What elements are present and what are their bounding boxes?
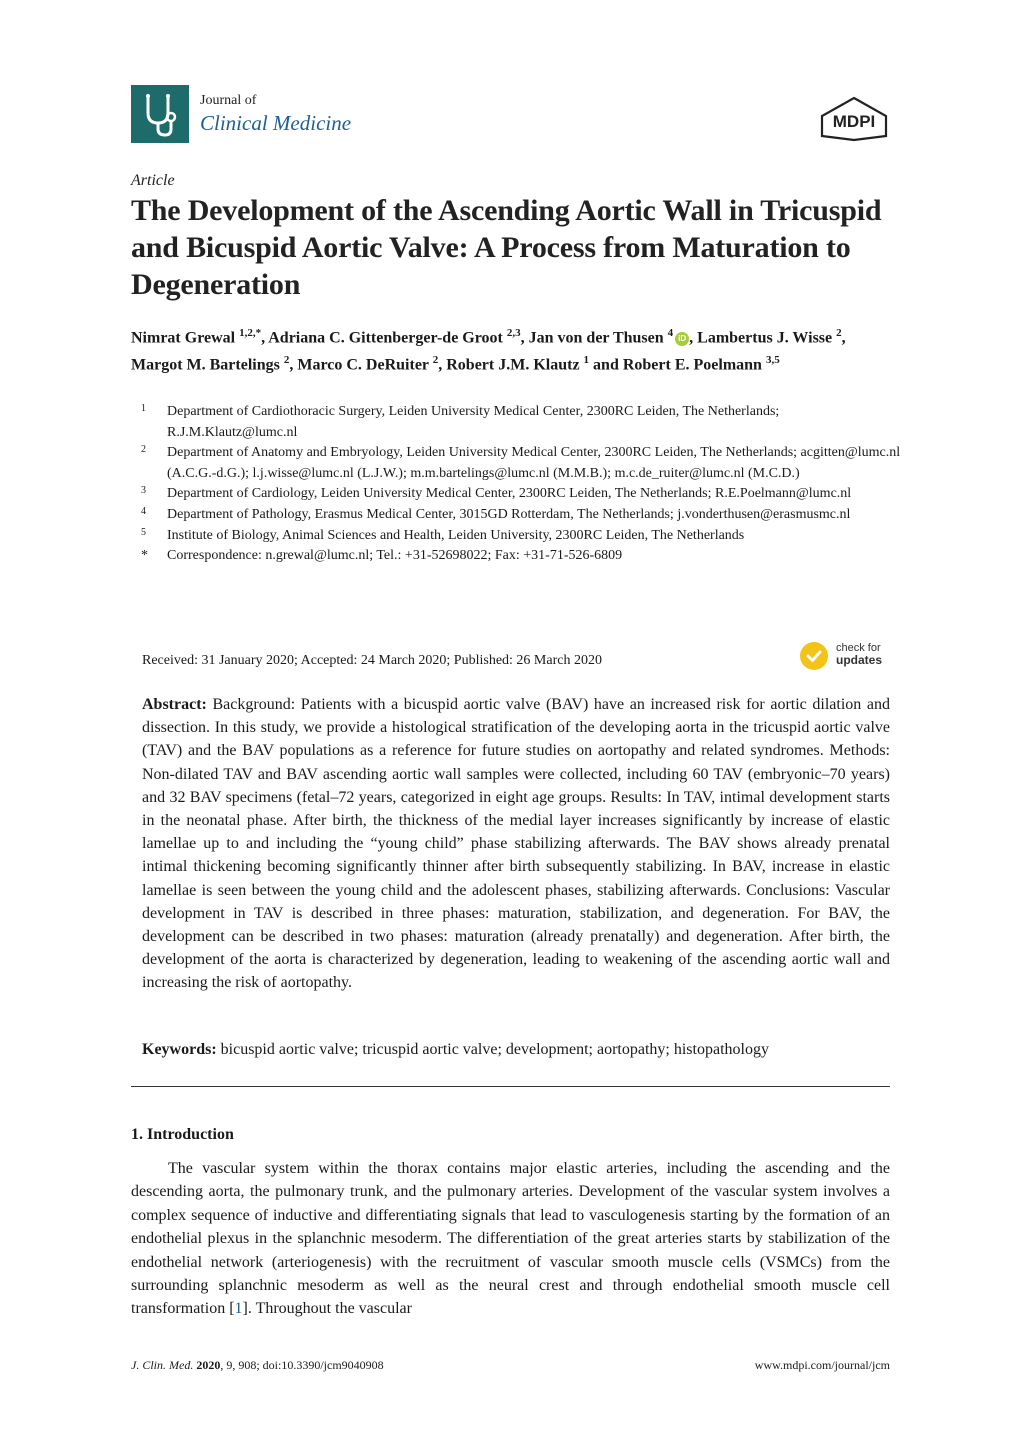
abstract-text: Background: Patients with a bicuspid aortic valve (BAV) have an increased risk for aortic dilation and dissection. In this study, we provide a histological stratification of the developing aorta in the tricuspid aortic valve (TAV) and the BAV populations as a reference for future studies on aortopathy and related syndromes. Methods: Non-dilated TAV and BAV ascending aortic wall samples were collected, including 60 TAV (embryonic–70 years) and 32 BAV specimens (fetal–72 years, categorized in eight age groups. Results: In TAV, intimal development starts in the neonatal phase. After birth, the thickness of the medial layer increases significantly by increase of elastic lamellae up to and including the “young child” phase stabilizing afterwards. The BAV shows already prenatal intimal thickening becoming significantly thinner after birth subsequently stabilizing. In BAV, increase in elastic lamellae is seen between the young child and the adolescent phases, stabilizing afterwards. Conclusions: Vascular development in TAV is described in three phases: maturation, stabilization, and degeneration. For BAV, the development can be described in two phases: maturation (already prenatally) and degeneration. After birth, the development of the aorta is characterized by degeneration, leading to weakening of the ascending aortic wall and increasing the risk of aortopathy. <box>142 696 890 992</box>
author-name: Robert J.M. Klautz <box>446 356 580 374</box>
footer-url[interactable]: www.mdpi.com/journal/jcm <box>754 1358 890 1372</box>
check-updates-icon <box>800 642 828 670</box>
affiliation-text: Department of Cardiology, Leiden University Medical Center, 2300RC Leiden, The Netherlands; R.E.Poelmann@lumc.nl <box>167 486 852 502</box>
author-list <box>131 322 891 377</box>
check-updates-line1: check for <box>836 642 881 654</box>
footer-journal-abbrev: J. Clin. Med. <box>131 1358 194 1372</box>
author-affiliation-mark: 4 <box>667 327 674 339</box>
intro-text-before: The vascular system within the thorax contains major elastic arteries, including the ascending and the descending aorta, the pulmonary trunk, and the pulmonary arteries. Development of the vascular system involves a complex sequence of inductive and differentiating signals that lead to vasculogenesis starting by the formation of an endothelial plexus in the splanchnic mesoderm. The differentiation of the great arteries starts by stabilization of the endothelial network (arteriogenesis) with the recruitment of vascular smooth muscle cells (VSMCs) from the surrounding splanchnic mesoderm as well as the neural crest and through endothelial smooth muscle cell transformation [ <box>131 1160 890 1318</box>
journal-name-line1: Journal of <box>200 93 257 108</box>
publication-dates: Received: 31 January 2020; Accepted: 24 March 2020; Published: 26 March 2020 <box>142 653 602 668</box>
author-name: Robert E. Poelmann <box>622 356 762 374</box>
article-type: Article <box>131 172 175 189</box>
affiliation-item <box>131 526 901 547</box>
author-affiliation-mark: 2 <box>283 354 290 367</box>
author-affiliation-mark: 2,3 <box>506 327 521 339</box>
affiliation-text: Department of Anatomy and Embryology, Leiden University Medical Center, 2300RC Leiden, The Netherlands; acgitten@lumc.nl (A.C.G.-d.G.); l.j.wisse@lumc.nl (L.J.W.); m.m.bartelings@lumc.nl (M.M.B.); m.c.de_ruiter@lumc.nl (M.C.D.) <box>167 445 901 481</box>
affiliation-mark: 5 <box>141 526 146 538</box>
author-affiliation-mark: 1 <box>583 354 590 367</box>
footer-rest: , 9, 908; doi:10.3390/jcm9040908 <box>220 1358 384 1372</box>
author-name: Nimrat Grewal <box>131 329 236 347</box>
author-separator: , <box>261 329 269 347</box>
author-name: Lambertus J. Wisse <box>697 329 833 347</box>
author-separator: , <box>689 329 698 347</box>
author-affiliation-mark: 1,2,* <box>239 327 262 339</box>
abstract-label: Abstract: <box>142 696 207 713</box>
section-heading: 1. Introduction <box>131 1126 234 1143</box>
author-name: Adriana C. Gittenberger-de Groot <box>268 329 503 347</box>
footer-year: 2020 <box>196 1358 221 1372</box>
author-separator: , <box>841 329 846 347</box>
journal-name <box>200 92 351 136</box>
journal-logo <box>131 85 189 143</box>
affiliation-text: Correspondence: n.grewal@lumc.nl; Tel.: +31-52698022; Fax: +31-71-526-6809 <box>167 548 623 564</box>
abstract <box>142 693 890 995</box>
article-title: The Development of the Ascending Aortic Wall in Tricuspid and Bicuspid Aortic Valve: A Process from Maturation to Degeneration <box>131 194 882 301</box>
affiliation-text: Institute of Biology, Animal Sciences and Health, Leiden University, 2300RC Leiden, The Netherlands <box>167 527 745 543</box>
author-name: Margot M. Bartelings <box>131 356 280 374</box>
orcid-icon[interactable]: iD <box>675 332 689 346</box>
intro-text-after: ]. Throughout the vascular <box>242 1300 412 1318</box>
section-divider <box>131 1086 890 1087</box>
check-for-updates-button[interactable] <box>800 640 900 672</box>
mdpi-logo-icon <box>818 96 890 142</box>
author-name: Marco C. DeRuiter <box>297 356 429 374</box>
author-separator: and <box>589 356 623 374</box>
keywords-text: bicuspid aortic valve; tricuspid aortic valve; development; aortopathy; histopathology <box>216 1041 769 1058</box>
author-separator: , <box>438 356 447 374</box>
check-updates-line2: updates <box>836 653 883 667</box>
affiliation-mark: 4 <box>141 505 146 517</box>
author-name: Jan von der Thusen <box>528 329 664 347</box>
affiliation-item <box>131 484 901 505</box>
footer-citation <box>131 1358 384 1373</box>
keywords-label: Keywords: <box>142 1041 217 1058</box>
affiliation-item <box>131 402 901 443</box>
affiliation-item <box>131 546 901 567</box>
affiliation-text: Department of Pathology, Erasmus Medical Center, 3015GD Rotterdam, The Netherlands; j.vonderthusen@erasmusmc.nl <box>167 506 851 522</box>
stethoscope-icon <box>131 85 189 143</box>
affiliation-mark: 1 <box>141 403 146 414</box>
affiliation-text: Department of Cardiothoracic Surgery, Leiden University Medical Center, 2300RC Leiden, The Netherlands; R.J.M.Klautz@lumc.nl <box>167 404 780 440</box>
affiliation-mark: 2 <box>141 444 146 456</box>
citation-link[interactable]: 1 <box>234 1300 243 1318</box>
introduction-paragraph <box>131 1157 890 1321</box>
journal-name-line2: Clinical Medicine <box>200 111 352 135</box>
author-separator: , <box>520 329 529 347</box>
affiliation-list <box>131 402 901 567</box>
author-affiliation-mark: 2 <box>432 354 439 367</box>
publisher-logo <box>818 96 890 142</box>
affiliation-mark: 3 <box>141 485 146 497</box>
affiliation-item <box>131 443 901 484</box>
svg-text:MDPI: MDPI <box>832 112 876 131</box>
affiliation-mark: * <box>141 548 148 564</box>
author-separator: , <box>289 356 298 374</box>
author-affiliation-mark: 2 <box>836 327 842 339</box>
affiliation-item <box>131 505 901 526</box>
keywords <box>142 1038 890 1061</box>
author-affiliation-mark: 3,5 <box>765 354 780 367</box>
